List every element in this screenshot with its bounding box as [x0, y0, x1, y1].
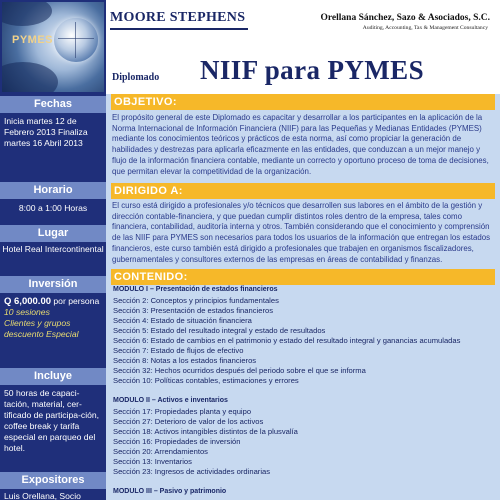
- contenido-heading: CONTENIDO:: [111, 269, 495, 285]
- header: [106, 0, 500, 94]
- modulo-2-item: Sección 20: Arrendamientos: [113, 447, 208, 456]
- fechas-text: Inicia martes 12 de Febrero 2013 Finaliza martes 16 Abril 2013: [4, 116, 88, 148]
- modulo-2-item: Sección 27: Deterioro de valor de los activos: [113, 417, 264, 426]
- horario-text: 8:00 a 1:00 Horas: [18, 203, 88, 213]
- decorative-shape: [2, 2, 52, 26]
- modulo-1-item: Sección 7: Estado de flujos de efectivo: [113, 346, 244, 355]
- lugar-text: Hotel Real Intercontinental: [2, 244, 104, 254]
- modulo-1-item: Sección 4: Estado de situación financiera: [113, 316, 252, 325]
- modulo-2-title: MODULO II – Activos e inventarios: [113, 397, 228, 404]
- incluye-text: 50 horas de capaci-tación, material, cer-tificado de participa-ción, coffee break y tarifa especial en parqueo del hotel.: [4, 388, 100, 453]
- objetivo-text: El propósito general de este Diplomado es capacitar y desarrollar a los participantes en la aplicación de la Norma Internacional de Información Financiera (NIIF) para las Pequeñas y Medianas Entidades (PYMES) mediante los conocimientos teóricos y prácticos de esta norma, así como propiciar la generación de habilidades y destrezas para aplicarla eficazmente en las entidades, que conduzcan a un mejor manejo y flujo de la información financiera contable, mediante un correcto y oportuno proceso de toma de decisiones, que permitan elevar la competitividad de la organización.: [112, 113, 489, 176]
- modulo-1-item: Sección 3: Presentación de estados financieros: [113, 306, 273, 315]
- dirigido-heading: DIRIGIDO A:: [111, 183, 495, 199]
- modulo-1-item: Sección 2: Conceptos y principios fundamentales: [113, 296, 279, 305]
- modulo-1-title: MODULO I – Presentación de estados financieros: [113, 286, 278, 293]
- decorative-shape: [2, 62, 58, 92]
- pymes-logo: [2, 2, 104, 92]
- main-content: [106, 94, 500, 500]
- modulo-1-item: Sección 8: Notas a los estados financieros: [113, 356, 257, 365]
- modulo-1-item: Sección 5: Estado del resultado integral y estado de resultados: [113, 326, 326, 335]
- moore-stephens-logo: MOORE STEPHENS: [110, 10, 246, 25]
- inversion-sessions: 10 sesiones: [4, 307, 50, 317]
- globe-icon: [54, 18, 98, 62]
- modulo-2-item: Sección 17: Propiedades planta y equipo: [113, 407, 252, 416]
- modulo-1-item: Sección 32: Hechos ocurridos después del periodo sobre el que se informa: [113, 366, 366, 375]
- inversion-heading: Inversión: [0, 276, 106, 293]
- inversion-discount: Clientes y grupos descuento Especial: [4, 318, 79, 339]
- fechas-heading: Fechas: [0, 96, 106, 113]
- lugar-heading: Lugar: [0, 225, 106, 242]
- page-title: NIIF para PYMES: [200, 55, 425, 85]
- inversion-price: Q 6,000.00: [4, 296, 52, 307]
- modulo-2-item: Sección 13: Inventarios: [113, 457, 192, 466]
- inversion-price-suffix: por persona: [51, 296, 100, 306]
- modulo-1-item: Sección 10: Políticas contables, estimaciones y errores: [113, 376, 299, 385]
- diplomado-label: Diplomado: [112, 72, 160, 83]
- dirigido-text: El curso está dirigido a profesionales y/o técnicos que desarrollen sus labores en el ámbito de la gestión y dirección contable-financiera, y que puedan cumplir distintos roles dentro de la empresa, tales como financiera, contabilidad, auditoría interna y otros. También considerando que el conocimiento y comprensión de las NIIF para PYMES son necesarios para todos los usuarios de la información que entregan los estados financieros, este curso también está dirigido a profesionales que trabajen en organismos fiscalizadores, gubernamentales y consultores externos de las empresas en áreas de contabilidad y finanzas.: [112, 201, 491, 264]
- incluye-heading: Incluye: [0, 368, 106, 385]
- modulo-2-item: Sección 16: Propiedades de inversión: [113, 437, 241, 446]
- modulo-1-item: Sección 6: Estado de cambios en el patrimonio y estado del resultado integral y ganancias acumuladas: [113, 336, 461, 345]
- logo-text: PYMES: [12, 34, 54, 46]
- inversion-block: [4, 296, 104, 340]
- modulo-2-item: Sección 23: Ingresos de actividades ordinarias: [113, 467, 271, 476]
- expositores-heading: Expositores: [0, 472, 106, 489]
- left-sidebar: [0, 0, 106, 500]
- firm-tagline: Auditing, Accounting, Tax & Management Consultancy: [362, 25, 488, 31]
- objetivo-heading: OBJETIVO:: [111, 94, 495, 110]
- firm-name: Orellana Sánchez, Sazo & Asociados, S.C.: [320, 13, 490, 23]
- logo-underline: [110, 28, 248, 30]
- modulo-2-item: Sección 18: Activos intangibles distintos de la plusvalía: [113, 427, 298, 436]
- modulo-3-title: MODULO III – Pasivo y patrimonio: [113, 488, 227, 495]
- expositores-text: Luis Orellana, Socio: [4, 491, 81, 500]
- horario-heading: Horario: [0, 182, 106, 199]
